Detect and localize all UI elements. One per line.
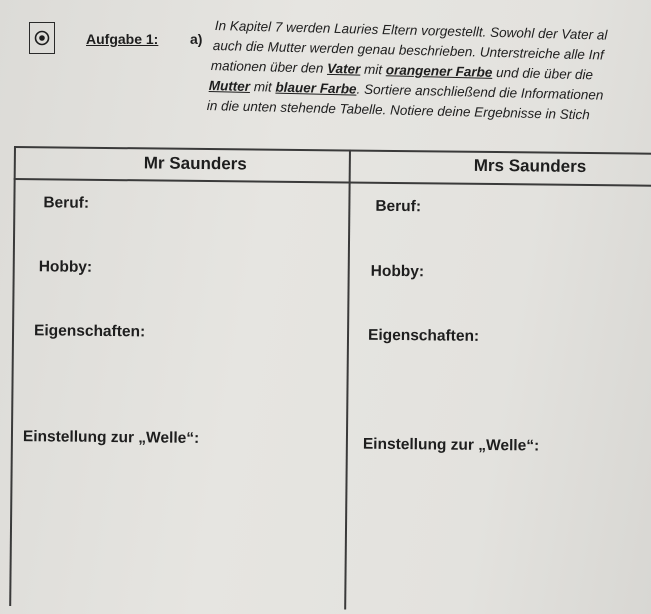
task-icon-box	[29, 22, 55, 54]
task-text-segment: . Sortiere anschließend die Informationen	[356, 81, 604, 103]
table-top-border	[14, 146, 651, 154]
mr-welle-label: Einstellung zur „Welle“:	[22, 428, 200, 447]
task-text-segment: mit	[249, 79, 276, 95]
task-text-line-1: In Kapitel 7 werden Lauries Eltern vorgestellt. Sowohl der Vater al	[214, 18, 608, 43]
target-icon	[34, 30, 50, 46]
mrs-welle-label: Einstellung zur „Welle“:	[362, 435, 540, 455]
parents-table	[9, 146, 651, 613]
mr-beruf-label: Beruf:	[43, 194, 90, 212]
mrs-beruf-label: Beruf:	[375, 197, 422, 216]
table-column-divider	[344, 150, 350, 610]
task-part: a)	[190, 31, 203, 47]
task-text-line-5: in die unten stehende Tabelle. Notiere deine Ergebnisse in Stich	[206, 98, 590, 123]
task-text-segment: und die über die	[492, 64, 594, 83]
task-text-segment: mationen über den	[210, 58, 328, 76]
task-text-mutter: Mutter	[208, 78, 251, 95]
mrs-eigenschaften-label: Eigenschaften:	[367, 326, 480, 345]
table-left-border	[9, 146, 15, 606]
mrs-hobby-label: Hobby:	[370, 262, 425, 281]
mr-hobby-label: Hobby:	[38, 258, 93, 276]
column-header-mr-saunders: Mr Saunders	[143, 153, 247, 174]
task-text-segment: mit	[360, 61, 387, 78]
task-label: Aufgabe 1:	[86, 31, 159, 47]
task-text-line-2: auch die Mutter werden genau beschrieben. Unterstreiche alle Inf	[212, 38, 604, 63]
task-text-orange-color: orangener Farbe	[385, 62, 493, 80]
mr-eigenschaften-label: Eigenschaften:	[33, 322, 146, 341]
task-text-vater: Vater	[326, 60, 361, 77]
column-header-mrs-saunders: Mrs Saunders	[473, 155, 587, 176]
table-header-divider	[14, 178, 651, 186]
task-text-blue-color: blauer Farbe	[275, 79, 357, 97]
